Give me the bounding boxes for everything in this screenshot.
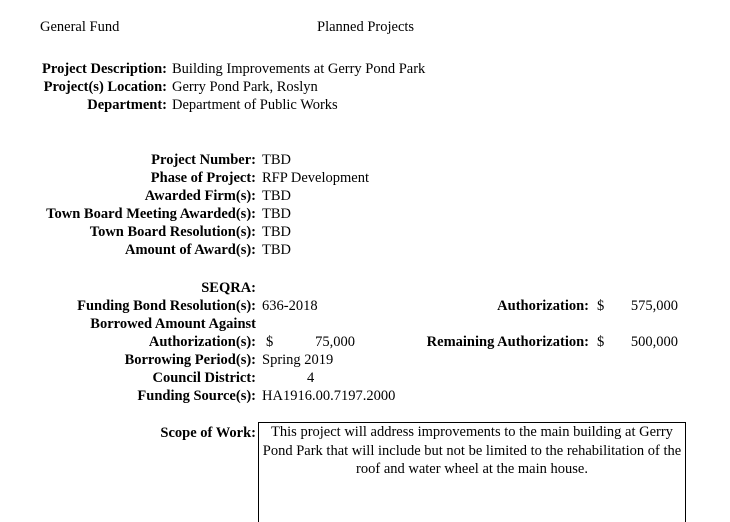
department-label: Department: [87,97,167,113]
board-meeting-value: TBD [262,206,291,222]
awarded-firm-value: TBD [262,188,291,204]
project-number-value: TBD [262,152,291,168]
remaining-currency: $ [597,334,605,350]
remaining-authorization-label: Remaining Authorization: [426,334,589,350]
project-description-value: Building Improvements at Gerry Pond Park [172,61,426,77]
authorization-currency: $ [597,298,605,314]
remaining-amount: 500,000 [630,334,678,350]
project-description-label: Project Description: [42,61,167,77]
council-district-label: Council District: [152,370,256,386]
funding-source-value: HA1916.00.7197.2000 [262,388,396,404]
seqra-label: SEQRA: [201,280,256,296]
borrowed-currency: $ [266,334,274,350]
project-location-value: Gerry Pond Park, Roslyn [172,79,318,95]
awarded-firm-label: Awarded Firm(s): [144,188,256,204]
phase-value: RFP Development [262,170,370,186]
borrowed-label-line2: Authorization(s): [148,334,256,350]
borrowing-period-label: Borrowing Period(s): [124,352,256,368]
borrowing-period-value: Spring 2019 [262,352,334,368]
board-meeting-label: Town Board Meeting Awarded(s): [46,206,256,222]
borrowed-label-line1: Borrowed Amount Against [90,316,256,332]
scope-text: This project will address improvements to the main building at Gerry Pond Park that will include but not be limited to the rehabilitation of the roof and water wheel at the main house. [262,424,682,477]
authorization-label: Authorization: [497,298,589,314]
bond-resolution-value: 636-2018 [262,298,318,314]
award-amount-label: Amount of Award(s): [124,242,256,258]
project-location-label: Project(s) Location: [43,79,167,95]
borrowed-amount: 75,000 [315,334,355,350]
fund-title: General Fund [40,19,120,35]
board-resolution-label: Town Board Resolution(s): [89,224,256,240]
department-value: Department of Public Works [172,97,338,113]
phase-label: Phase of Project: [150,170,256,186]
project-number-label: Project Number: [151,152,256,168]
scope-label: Scope of Work: [160,425,256,441]
funding-source-label: Funding Source(s): [137,388,256,404]
bond-resolution-label: Funding Bond Resolution(s): [77,298,256,314]
authorization-amount: 575,000 [630,298,678,314]
board-resolution-value: TBD [262,224,291,240]
page-title: Planned Projects [317,19,415,35]
council-district-value: 4 [307,370,315,386]
award-amount-value: TBD [262,242,291,258]
